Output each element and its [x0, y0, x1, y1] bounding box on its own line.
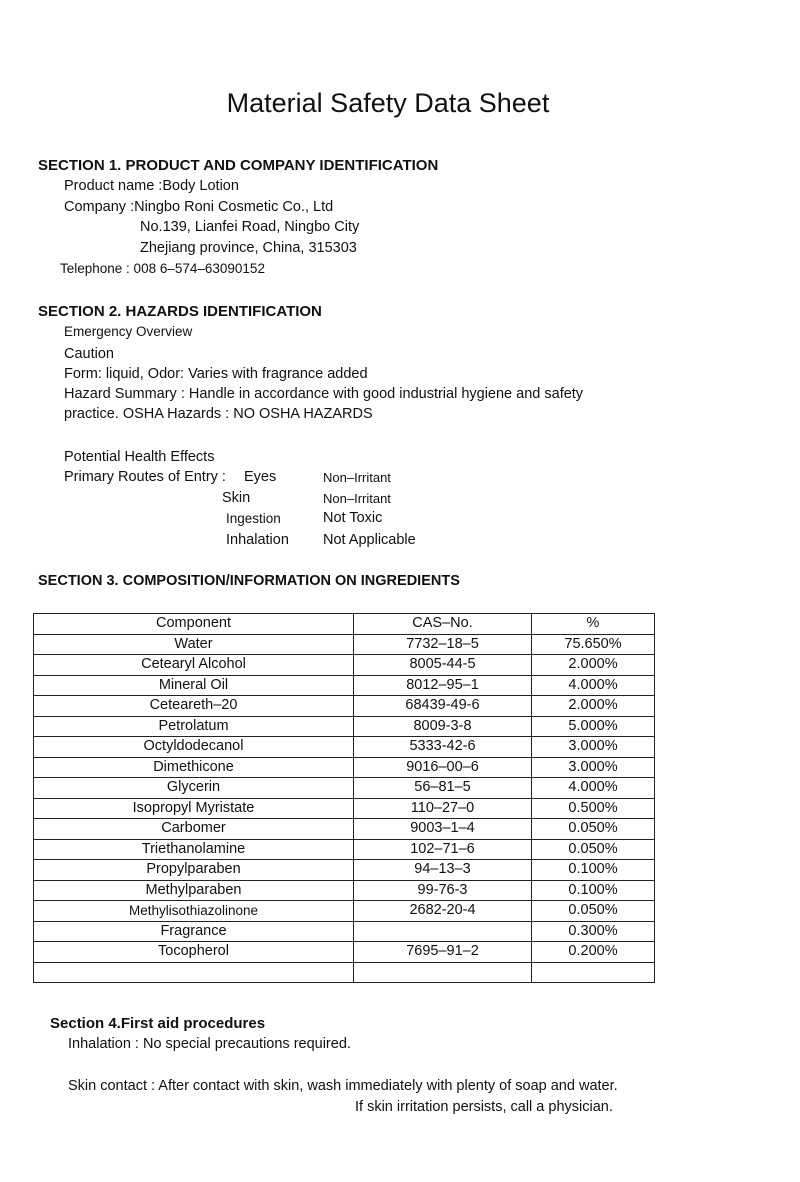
hazard-summary-line1: Hazard Summary : Handle in accordance with good industrial hygiene and safety	[64, 386, 584, 402]
component-cell: Petrolatum	[34, 716, 354, 737]
table-row	[34, 716, 655, 737]
table-row	[34, 675, 655, 696]
component-cell: Glycerin	[34, 778, 354, 799]
component-cell: Propylparaben	[34, 860, 354, 881]
column-header-percent: %	[532, 614, 655, 635]
percent-cell: 0.050%	[532, 901, 655, 922]
route-ingestion-effect: Not Toxic	[323, 510, 383, 526]
table-row	[34, 880, 655, 901]
component-cell: Dimethicone	[34, 757, 354, 778]
component-cell: Triethanolamine	[34, 839, 354, 860]
component-cell	[34, 962, 354, 983]
percent-cell: 4.000%	[532, 675, 655, 696]
percent-cell: 2.000%	[532, 696, 655, 717]
company-name: Company :Ningbo Roni Cosmetic Co., Ltd	[64, 199, 334, 215]
component-cell: Carbomer	[34, 819, 354, 840]
percent-cell: 0.300%	[532, 921, 655, 942]
percent-cell: 0.200%	[532, 942, 655, 963]
table-row	[34, 839, 655, 860]
component-cell: Tocopherol	[34, 942, 354, 963]
cas-cell: 56–81–5	[354, 778, 532, 799]
table-header-row	[34, 614, 655, 635]
route-eyes-effect: Non–Irritant	[323, 470, 391, 485]
potential-health-effects: Potential Health Effects	[64, 449, 215, 465]
cas-cell	[354, 962, 532, 983]
component-cell: Methylparaben	[34, 880, 354, 901]
telephone: Telephone : 008 6–574–63090152	[60, 261, 265, 276]
route-inhalation-effect: Not Applicable	[323, 532, 416, 548]
company-address-line1: No.139, Lianfei Road, Ningbo City	[140, 219, 360, 235]
cas-cell: 102–71–6	[354, 839, 532, 860]
table-row	[34, 696, 655, 717]
percent-cell: 0.050%	[532, 839, 655, 860]
table-row	[34, 962, 655, 983]
percent-cell: 0.100%	[532, 860, 655, 881]
table-row	[34, 634, 655, 655]
percent-cell: 75.650%	[532, 634, 655, 655]
cas-cell: 8012–95–1	[354, 675, 532, 696]
column-header-cas: CAS–No.	[354, 614, 532, 635]
table-row	[34, 655, 655, 676]
first-aid-skin-contact-line2: If skin irritation persists, call a physician.	[355, 1099, 613, 1115]
section1-heading: SECTION 1. PRODUCT AND COMPANY IDENTIFICATION	[38, 157, 439, 174]
cas-cell: 68439-49-6	[354, 696, 532, 717]
table-row	[34, 778, 655, 799]
cas-cell: 9016–00–6	[354, 757, 532, 778]
component-cell: Mineral Oil	[34, 675, 354, 696]
route-ingestion: Ingestion	[226, 511, 281, 526]
component-cell: Octyldodecanol	[34, 737, 354, 758]
route-skin-effect: Non–Irritant	[323, 491, 391, 506]
percent-cell: 0.100%	[532, 880, 655, 901]
cas-cell	[354, 921, 532, 942]
percent-cell: 5.000%	[532, 716, 655, 737]
route-skin: Skin	[222, 490, 251, 506]
cas-cell: 99-76-3	[354, 880, 532, 901]
table-row	[34, 798, 655, 819]
percent-cell: 2.000%	[532, 655, 655, 676]
percent-cell: 3.000%	[532, 757, 655, 778]
cas-cell: 8005-44-5	[354, 655, 532, 676]
component-cell: Ceteareth–20	[34, 696, 354, 717]
component-cell: Methylisothiazolinone	[34, 901, 354, 922]
document-title: Material Safety Data Sheet	[226, 88, 550, 118]
percent-cell: 3.000%	[532, 737, 655, 758]
first-aid-skin-contact-line1: Skin contact : After contact with skin, wash immediately with plenty of soap and water.	[68, 1078, 618, 1094]
company-address-line2: Zhejiang province, China, 315303	[140, 240, 357, 256]
percent-cell: 0.050%	[532, 819, 655, 840]
cas-cell: 5333-42-6	[354, 737, 532, 758]
cas-cell: 9003–1–4	[354, 819, 532, 840]
cas-cell: 7695–91–2	[354, 942, 532, 963]
column-header-component: Component	[34, 614, 354, 635]
table-row	[34, 860, 655, 881]
routes-of-entry-label: Primary Routes of Entry :	[64, 469, 226, 485]
cas-cell: 2682-20-4	[354, 901, 532, 922]
table-row	[34, 921, 655, 942]
component-cell: Isopropyl Myristate	[34, 798, 354, 819]
percent-cell: 4.000%	[532, 778, 655, 799]
first-aid-inhalation: Inhalation : No special precautions required.	[68, 1036, 351, 1052]
component-cell: Fragrance	[34, 921, 354, 942]
cas-cell: 7732–18–5	[354, 634, 532, 655]
percent-cell	[532, 962, 655, 983]
section4-heading: Section 4.First aid procedures	[50, 1015, 266, 1032]
table-row	[34, 819, 655, 840]
product-name: Product name :Body Lotion	[64, 178, 239, 194]
form-odor: Form: liquid, Odor: Varies with fragrance added	[64, 366, 368, 382]
cas-cell: 110–27–0	[354, 798, 532, 819]
section2-heading: SECTION 2. HAZARDS IDENTIFICATION	[38, 303, 322, 320]
percent-cell: 0.500%	[532, 798, 655, 819]
emergency-overview: Emergency Overview	[64, 324, 193, 339]
caution-text: Caution	[64, 346, 114, 362]
route-inhalation: Inhalation	[226, 532, 289, 548]
cas-cell: 94–13–3	[354, 860, 532, 881]
table-row	[34, 901, 655, 922]
table-row	[34, 942, 655, 963]
section3-heading: SECTION 3. COMPOSITION/INFORMATION ON INGREDIENTS	[38, 573, 460, 589]
table-row	[34, 757, 655, 778]
table-row	[34, 737, 655, 758]
cas-cell: 8009-3-8	[354, 716, 532, 737]
component-cell: Water	[34, 634, 354, 655]
ingredients-table	[33, 613, 655, 983]
component-cell: Cetearyl Alcohol	[34, 655, 354, 676]
route-eyes: Eyes	[244, 469, 277, 485]
hazard-summary-line2: practice. OSHA Hazards : NO OSHA HAZARDS	[64, 406, 373, 422]
